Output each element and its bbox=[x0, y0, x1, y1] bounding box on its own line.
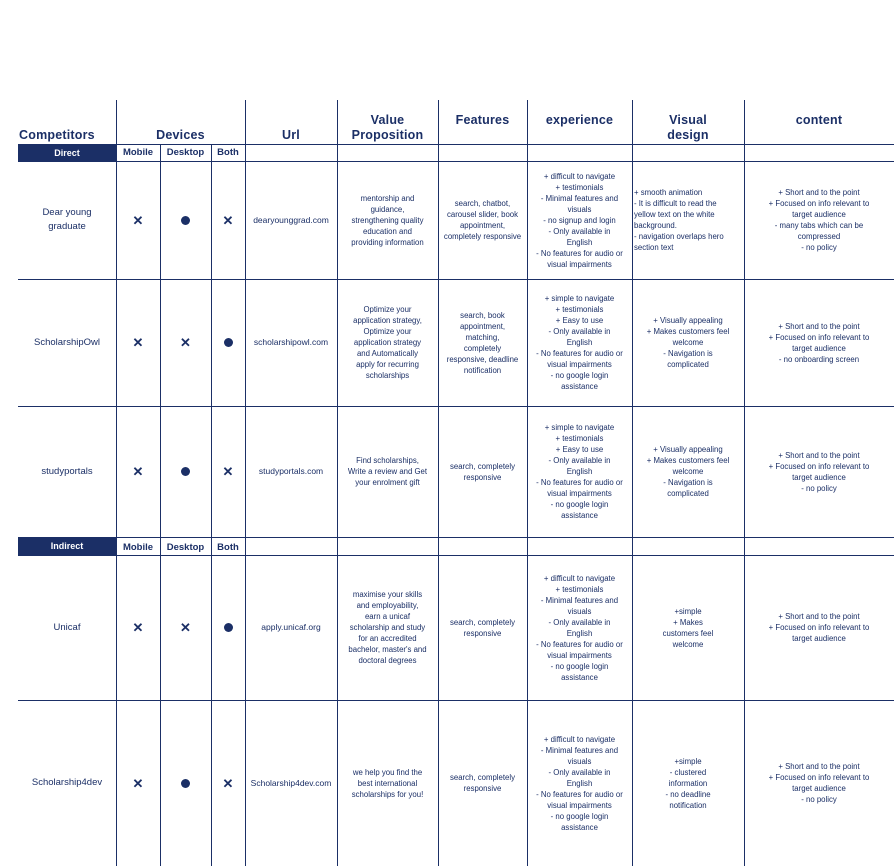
visual-design-lines bbox=[632, 315, 744, 370]
content-line: + Focused on info relevant to bbox=[768, 332, 870, 342]
experience-line: visual impairments bbox=[547, 489, 612, 498]
visual-design-line: + Makes customers feel bbox=[646, 327, 730, 336]
experience-line: + simple to navigate bbox=[544, 294, 615, 303]
features-line: responsive bbox=[463, 472, 502, 482]
content bbox=[744, 406, 894, 537]
competitor-name-text: ScholarshipOwl bbox=[34, 336, 100, 348]
visual-design-line: + Visually appealing bbox=[653, 316, 723, 325]
content-line: + Short and to the point bbox=[778, 450, 860, 460]
section-indirect-label: Indirect bbox=[18, 537, 116, 555]
visual-design-line: complicated bbox=[667, 360, 709, 369]
mobile-support bbox=[116, 555, 160, 700]
content-lines bbox=[744, 187, 894, 253]
content bbox=[744, 161, 894, 279]
visual-design bbox=[632, 406, 744, 537]
visual-design-line: yellow text on the white bbox=[634, 210, 715, 219]
experience-lines bbox=[527, 422, 632, 521]
content bbox=[744, 279, 894, 406]
visual-design-line: welcome bbox=[672, 338, 704, 347]
experience-line: English bbox=[566, 237, 593, 247]
value-proposition bbox=[337, 279, 438, 406]
content-line: + Short and to the point bbox=[778, 612, 860, 621]
features bbox=[438, 279, 527, 406]
visual-design-line: - no deadline bbox=[665, 789, 711, 799]
value-proposition-line: Write a review and Get bbox=[347, 467, 428, 476]
experience bbox=[527, 700, 632, 866]
features-line: completely responsive bbox=[443, 232, 522, 241]
features-line: responsive, deadline bbox=[446, 354, 519, 364]
value-proposition-line: education and bbox=[363, 226, 412, 236]
subheader-desktop: Desktop bbox=[166, 542, 205, 553]
experience-line: + testimonials bbox=[555, 584, 604, 594]
visual-design-line: + Makes customers feel bbox=[646, 456, 730, 465]
features-line: search, book bbox=[460, 310, 505, 320]
supported-dot-icon bbox=[224, 623, 233, 632]
mobile-support bbox=[116, 700, 160, 866]
features-lines bbox=[438, 617, 527, 639]
experience-line: - Only available in bbox=[548, 617, 611, 627]
competitor-name bbox=[18, 279, 116, 406]
not-supported-cross-icon: ✕ bbox=[180, 620, 191, 635]
experience-lines bbox=[527, 734, 632, 833]
content-line: - no policy bbox=[801, 795, 837, 804]
features bbox=[438, 700, 527, 866]
experience-line: + difficult to navigate bbox=[543, 734, 616, 744]
competitor-url: Scholarship4dev.com bbox=[250, 777, 332, 788]
header-content: content bbox=[795, 113, 843, 127]
value-proposition-line: maximise your skills bbox=[352, 590, 423, 599]
features bbox=[438, 161, 527, 279]
experience-line: assistance bbox=[561, 822, 598, 832]
value-proposition-line: bachelor, master's and bbox=[348, 645, 427, 654]
content-line: target audience bbox=[792, 634, 846, 643]
content-line: target audience bbox=[792, 784, 846, 793]
grid-line-horizontal bbox=[18, 537, 894, 538]
experience-line: - no google login bbox=[550, 500, 609, 509]
features-line: notification bbox=[463, 365, 502, 375]
content-line: - no policy bbox=[801, 243, 837, 252]
value-proposition-lines bbox=[337, 304, 438, 381]
visual-design-lines bbox=[632, 187, 744, 253]
visual-design-line: - navigation overlaps hero bbox=[634, 232, 724, 241]
experience-line: assistance bbox=[561, 382, 598, 391]
experience-line: - no google login bbox=[550, 371, 609, 380]
content-line: target audience bbox=[792, 210, 846, 219]
experience-lines bbox=[527, 171, 632, 270]
mobile-support bbox=[116, 161, 160, 279]
value-proposition-line: mentorship and bbox=[360, 193, 415, 203]
competitor-name bbox=[18, 700, 116, 866]
value-proposition bbox=[337, 406, 438, 537]
experience-line: - Only available in bbox=[548, 456, 611, 465]
visual-design-line: - It is difficult to read the bbox=[634, 199, 717, 208]
header-visual-design bbox=[632, 113, 744, 143]
experience-line: + testimonials bbox=[555, 182, 604, 192]
value-proposition-line: for an accredited bbox=[358, 634, 417, 643]
content-line: + Short and to the point bbox=[778, 188, 860, 197]
not-supported-cross-icon: ✕ bbox=[132, 620, 144, 635]
features-lines bbox=[438, 772, 527, 794]
competitor-name-text: Scholarship4dev bbox=[31, 777, 103, 788]
value-proposition-line: application strategy, bbox=[353, 316, 422, 325]
visual-design-lines bbox=[632, 606, 744, 650]
features-line: search, completely bbox=[449, 617, 515, 627]
desktop-support bbox=[160, 555, 211, 700]
desktop-support bbox=[160, 279, 211, 406]
features-line: appointment, bbox=[459, 321, 506, 331]
experience-line: English bbox=[566, 467, 593, 476]
content-line: target audience bbox=[792, 343, 846, 353]
visual-design-line: section text bbox=[634, 243, 674, 252]
content-line: + Short and to the point bbox=[778, 762, 860, 771]
header-visual-line: Visual bbox=[669, 113, 707, 127]
experience-line: visual impairments bbox=[547, 650, 612, 660]
header-features: Features bbox=[455, 113, 510, 127]
features bbox=[438, 555, 527, 700]
experience-line: visual impairments bbox=[547, 360, 612, 369]
experience-line: assistance bbox=[561, 672, 598, 682]
supported-dot-icon bbox=[181, 779, 190, 788]
experience-line: visuals bbox=[567, 606, 592, 616]
value-proposition-line: scholarships bbox=[365, 371, 410, 380]
features-line: search, completely bbox=[449, 773, 515, 782]
value-proposition-lines bbox=[337, 767, 438, 800]
features-line: appointment, bbox=[459, 221, 506, 230]
features-line: matching, bbox=[465, 332, 500, 342]
content-line: + Focused on info relevant to bbox=[768, 199, 870, 208]
experience-line: + Easy to use bbox=[555, 316, 604, 325]
features-lines bbox=[438, 310, 527, 376]
not-supported-cross-icon: ✕ bbox=[180, 335, 191, 350]
experience bbox=[527, 279, 632, 406]
header-url: Url bbox=[282, 128, 300, 142]
features-line: carousel slider, book bbox=[446, 210, 519, 219]
header-competitors: Competitors bbox=[19, 128, 95, 142]
content-line: + Focused on info relevant to bbox=[768, 623, 870, 632]
visual-design bbox=[632, 161, 744, 279]
competitor-name bbox=[18, 161, 116, 279]
experience-line: + difficult to navigate bbox=[543, 573, 616, 583]
header-design-line: design bbox=[667, 128, 709, 142]
visual-design-line: - Navigation is bbox=[663, 478, 713, 487]
subheader-mobile: Mobile bbox=[122, 542, 154, 553]
content-line: + Focused on info relevant to bbox=[768, 773, 870, 782]
header-proposition-line: Proposition bbox=[351, 128, 424, 142]
value-proposition bbox=[337, 555, 438, 700]
competitor-url: apply.unicaf.org bbox=[261, 622, 321, 632]
supported-dot-icon bbox=[224, 338, 233, 347]
visual-design-line: +simple bbox=[674, 756, 702, 766]
subheader-mobile: Mobile bbox=[122, 147, 154, 158]
visual-design-lines bbox=[632, 756, 744, 811]
visual-design-line: welcome bbox=[672, 639, 704, 649]
visual-design-line: information bbox=[668, 778, 708, 788]
not-supported-cross-icon: ✕ bbox=[132, 775, 144, 791]
header-value-line: Value bbox=[370, 113, 405, 127]
value-proposition-line: and employability, bbox=[356, 601, 419, 610]
value-proposition-line: apply for recurring bbox=[356, 360, 419, 369]
experience-line: + Easy to use bbox=[555, 445, 604, 454]
experience-line: visual impairments bbox=[547, 259, 612, 269]
experience-line: visuals bbox=[567, 756, 592, 766]
experience-line: - Only available in bbox=[548, 226, 611, 236]
supported-dot-icon bbox=[181, 216, 190, 225]
section-direct-label: Direct bbox=[18, 144, 116, 161]
features-line: search, chatbot, bbox=[454, 199, 511, 208]
visual-design-line: complicated bbox=[667, 489, 709, 498]
not-supported-cross-icon: ✕ bbox=[222, 464, 234, 479]
experience-line: - Minimal features and bbox=[540, 595, 619, 605]
both-support bbox=[211, 700, 245, 866]
content bbox=[744, 700, 894, 866]
content-line: target audience bbox=[792, 472, 846, 482]
features-line: completely bbox=[463, 343, 502, 353]
experience-line: visuals bbox=[567, 204, 592, 214]
features-lines bbox=[438, 461, 527, 483]
value-proposition-line: Find scholarships, bbox=[356, 456, 419, 465]
experience bbox=[527, 406, 632, 537]
features-line: responsive bbox=[463, 628, 502, 638]
supported-dot-icon bbox=[181, 467, 190, 476]
visual-design bbox=[632, 279, 744, 406]
content-line: + Focused on info relevant to bbox=[768, 461, 870, 471]
not-supported-cross-icon: ✕ bbox=[222, 212, 234, 228]
competitor-name-text: studyportals bbox=[41, 465, 93, 477]
value-proposition-line: and Automatically bbox=[356, 349, 419, 358]
visual-design-line: notification bbox=[669, 800, 707, 810]
not-supported-cross-icon: ✕ bbox=[132, 212, 144, 228]
content-line: compressed bbox=[797, 232, 841, 241]
competitor-name bbox=[18, 406, 116, 537]
content-lines bbox=[744, 321, 894, 365]
experience-lines bbox=[527, 573, 632, 683]
value-proposition-line: Optimize your bbox=[363, 305, 412, 314]
experience-lines bbox=[527, 293, 632, 392]
value-proposition-line: we help you find the bbox=[352, 767, 423, 777]
value-proposition-line: providing information bbox=[351, 237, 424, 247]
experience-line: English bbox=[566, 338, 593, 347]
subheader-both: Both bbox=[217, 542, 239, 553]
value-proposition-lines bbox=[337, 455, 438, 488]
experience-line: English bbox=[566, 778, 593, 788]
desktop-support bbox=[160, 700, 211, 866]
grid-line-horizontal bbox=[18, 144, 894, 145]
experience-line: + difficult to navigate bbox=[543, 171, 616, 181]
not-supported-cross-icon: ✕ bbox=[132, 335, 144, 350]
value-proposition-lines bbox=[337, 193, 438, 248]
competitor-name-text: Unicaf bbox=[53, 621, 81, 633]
features-line: responsive bbox=[463, 784, 502, 793]
visual-design-line: + smooth animation bbox=[634, 188, 703, 197]
value-proposition-line: strengthening quality bbox=[351, 215, 424, 225]
experience-line: + simple to navigate bbox=[544, 423, 615, 432]
value-proposition-line: earn a unicaf bbox=[364, 612, 411, 621]
visual-design-line: - Navigation is bbox=[663, 349, 713, 358]
content-lines bbox=[744, 611, 894, 644]
not-supported-cross-icon: ✕ bbox=[222, 775, 234, 791]
value-proposition-line: scholarship and study bbox=[349, 623, 426, 632]
subheader-desktop: Desktop bbox=[166, 147, 205, 158]
competitor-name-text: Dear young graduate bbox=[42, 207, 92, 232]
value-proposition-line: guidance, bbox=[370, 204, 405, 214]
features bbox=[438, 406, 527, 537]
both-support bbox=[211, 406, 245, 537]
experience-line: - No features for audio or bbox=[536, 478, 623, 487]
both-support bbox=[211, 161, 245, 279]
experience-line: - Minimal features and bbox=[540, 745, 619, 755]
content-line: - no onboarding screen bbox=[778, 354, 860, 364]
content-line: - no policy bbox=[801, 483, 837, 493]
desktop-support bbox=[160, 406, 211, 537]
features-line: search, completely bbox=[449, 461, 515, 471]
experience-line: - No features for audio or bbox=[536, 639, 623, 649]
experience bbox=[527, 555, 632, 700]
content-line: - many tabs which can be bbox=[774, 221, 864, 230]
desktop-support bbox=[160, 161, 211, 279]
experience-line: - no google login bbox=[550, 661, 609, 671]
value-proposition-line: best international bbox=[357, 778, 418, 788]
visual-design-line: customers feel bbox=[662, 628, 714, 638]
competitor-url: scholarshipowl.com bbox=[253, 337, 329, 347]
value-proposition-line: scholarships for you! bbox=[351, 789, 424, 799]
experience bbox=[527, 161, 632, 279]
header-value-proposition bbox=[337, 113, 438, 143]
content-lines bbox=[744, 450, 894, 494]
experience-line: - No features for audio or bbox=[536, 248, 623, 258]
mobile-support bbox=[116, 279, 160, 406]
value-proposition-line: application strategy bbox=[353, 338, 422, 347]
not-supported-cross-icon: ✕ bbox=[132, 464, 144, 479]
header-devices: Devices bbox=[156, 128, 205, 142]
competitor-url: studyportals.com bbox=[258, 466, 324, 476]
competitor-url: dearyounggrad.com bbox=[253, 214, 329, 225]
experience-line: - Only available in bbox=[548, 767, 611, 777]
experience-line: assistance bbox=[561, 511, 598, 520]
content-line: + Short and to the point bbox=[778, 321, 860, 331]
visual-design bbox=[632, 700, 744, 866]
subheader-both: Both bbox=[217, 147, 239, 158]
experience-line: + testimonials bbox=[555, 305, 604, 314]
features-lines bbox=[438, 198, 527, 242]
value-proposition-line: your enrolment gift bbox=[355, 478, 420, 487]
value-proposition-line: Optimize your bbox=[363, 327, 412, 336]
content-lines bbox=[744, 761, 894, 805]
content bbox=[744, 555, 894, 700]
experience-line: English bbox=[566, 628, 593, 638]
both-support bbox=[211, 555, 245, 700]
visual-design bbox=[632, 555, 744, 700]
experience-line: - no google login bbox=[550, 811, 609, 821]
experience-line: visual impairments bbox=[547, 800, 612, 810]
visual-design-line: - clustered bbox=[669, 767, 707, 777]
value-proposition-line: doctoral degrees bbox=[358, 656, 417, 665]
experience-line: - No features for audio or bbox=[536, 789, 623, 799]
experience-line: - Only available in bbox=[548, 327, 611, 336]
experience-line: - No features for audio or bbox=[536, 349, 623, 358]
visual-design-line: welcome bbox=[672, 467, 704, 476]
competitor-name bbox=[18, 555, 116, 700]
value-proposition bbox=[337, 161, 438, 279]
experience-line: + testimonials bbox=[555, 434, 604, 443]
both-support bbox=[211, 279, 245, 406]
visual-design-line: + Visually appealing bbox=[653, 445, 723, 454]
visual-design-line: background. bbox=[634, 221, 677, 230]
mobile-support bbox=[116, 406, 160, 537]
experience-line: - no signup and login bbox=[543, 215, 616, 225]
visual-design-line: +simple bbox=[674, 606, 702, 616]
header-experience: experience bbox=[545, 113, 614, 127]
experience-line: - Minimal features and bbox=[540, 193, 619, 203]
value-proposition-lines bbox=[337, 589, 438, 666]
visual-design-lines bbox=[632, 444, 744, 499]
value-proposition bbox=[337, 700, 438, 866]
visual-design-line: + Makes bbox=[673, 617, 703, 627]
